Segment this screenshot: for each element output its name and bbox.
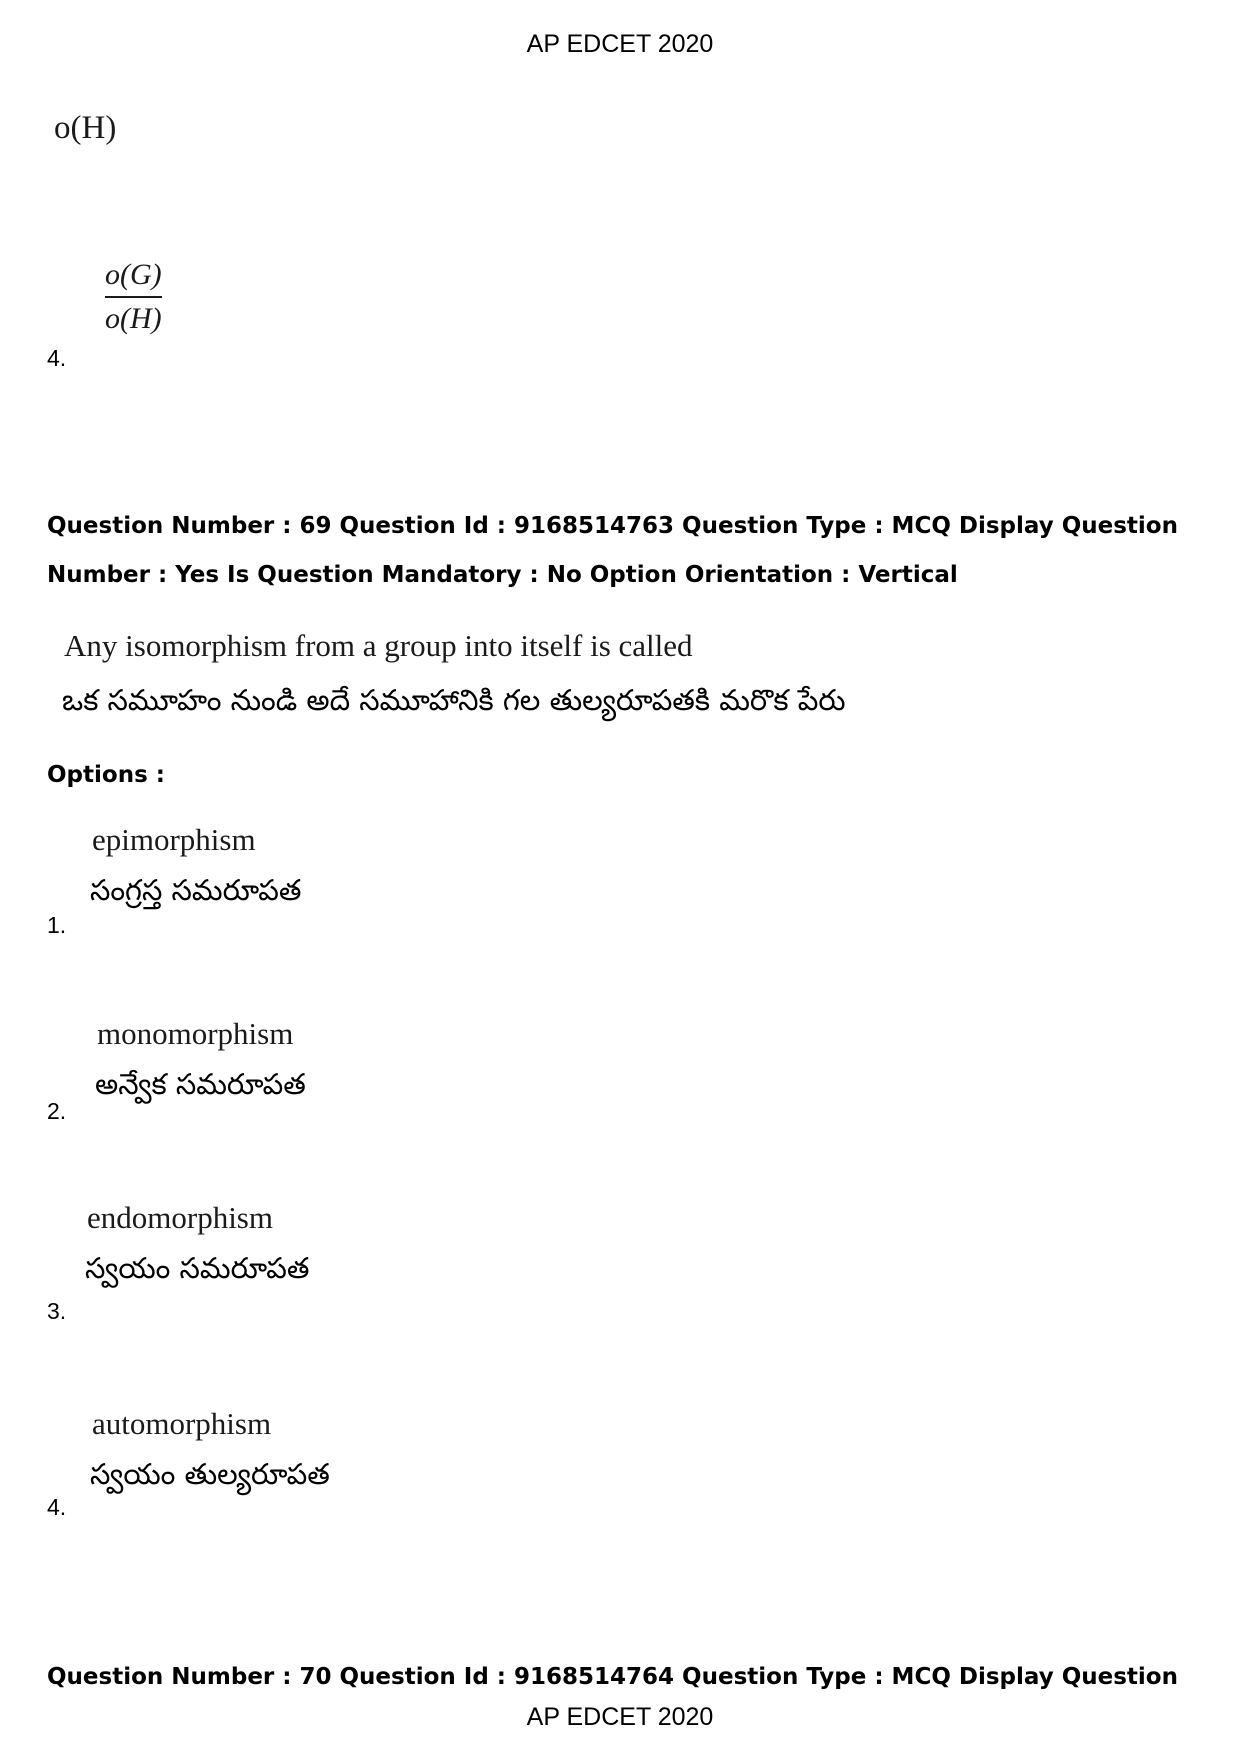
- option-2-text-te: అన్వేక సమరూపత: [95, 1067, 306, 1101]
- prev-option-4-number: 4.: [47, 345, 67, 371]
- fraction-bar: [105, 296, 162, 298]
- option-4-text-te: స్వయం తుల్యరూపత: [90, 1457, 330, 1491]
- option-4-number: 4.: [47, 1494, 67, 1520]
- question-69-text-en: Any isomorphism from a group into itself is called: [64, 628, 693, 663]
- option-1-text-te: సంగ్రస్త సమరూపత: [90, 873, 302, 907]
- page-footer: AP EDCET 2020: [526, 1703, 714, 1731]
- option-3-text-en: endomorphism: [87, 1200, 273, 1235]
- prev-option-4-fraction: [105, 258, 162, 336]
- option-3-text-te: స్వయం సమరూపత: [85, 1251, 310, 1285]
- question-70-meta: Question Number : 70 Question Id : 9168514764 Question Type : MCQ Display Question: [47, 1664, 1178, 1690]
- question-69-meta: Question Number : 69 Question Id : 9168514763 Question Type : MCQ Display Question Number : Yes Is Question Mandatory : No Option Orientation : Vertical: [47, 513, 1178, 588]
- option-4-text-en: automorphism: [92, 1406, 272, 1441]
- prev-option-3-text: o(H): [54, 110, 117, 146]
- fraction-denominator: o(H): [105, 302, 162, 335]
- question-69-text-te: ఒక సమూహం నుండి అదే సమూహానికి గల తుల్యరూపతకి మరొక పేరు: [62, 683, 846, 717]
- page-header: AP EDCET 2020: [526, 30, 714, 58]
- option-3-number: 3.: [47, 1298, 67, 1324]
- option-2-number: 2.: [47, 1098, 67, 1124]
- option-1-text-en: epimorphism: [92, 822, 256, 857]
- fraction-numerator: o(G): [105, 258, 162, 291]
- option-1-number: 1.: [47, 912, 67, 938]
- options-label: Options :: [47, 762, 165, 788]
- option-2-text-en: monomorphism: [97, 1016, 294, 1051]
